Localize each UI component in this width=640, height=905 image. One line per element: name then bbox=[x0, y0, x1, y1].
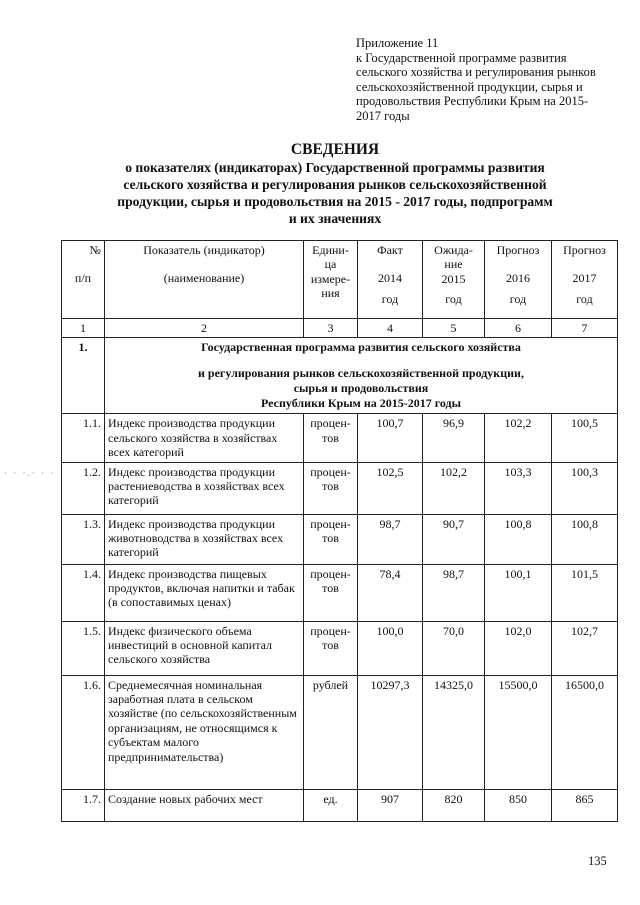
header-indicator-top: Показатель (индикатор) bbox=[143, 243, 265, 257]
table-row bbox=[62, 514, 618, 564]
row-unit: процен-тов bbox=[304, 414, 358, 462]
header-forecast-2016-god: год bbox=[509, 291, 527, 306]
table-row bbox=[62, 414, 618, 462]
header-number-bottom: п/п bbox=[74, 271, 92, 286]
header-forecast-2016-year: 2016 bbox=[506, 271, 530, 286]
column-number: 5 bbox=[423, 319, 485, 338]
row-forecast-2016: 15500,0 bbox=[485, 675, 552, 789]
header-number bbox=[62, 241, 105, 319]
header-row bbox=[62, 241, 618, 319]
header-expected-label: Ожида-ние bbox=[434, 243, 473, 272]
table-row bbox=[62, 564, 618, 621]
header-number-top: № bbox=[89, 243, 101, 257]
appendix-number: Приложение 11 bbox=[356, 36, 439, 50]
section-number: 1. bbox=[62, 338, 105, 414]
column-number: 7 bbox=[552, 319, 618, 338]
header-fact-label: Факт bbox=[377, 243, 403, 257]
table-row bbox=[62, 621, 618, 675]
section-title-line-3: сырья и продовольствия bbox=[293, 381, 429, 396]
header-unit-bottom: измере-ния bbox=[310, 271, 351, 301]
row-forecast-2017: 101,5 bbox=[552, 564, 618, 621]
row-fact: 98,7 bbox=[358, 514, 423, 564]
row-unit: процен-тов bbox=[304, 514, 358, 564]
row-expected: 102,2 bbox=[423, 462, 485, 514]
row-indicator: Среднемесячная номинальная заработная плата в сельском хозяйстве (по сельскохозяйственным организациям, не относящимся к субъектам малого предпринимательства) bbox=[105, 675, 304, 789]
row-fact: 100,7 bbox=[358, 414, 423, 462]
header-expected bbox=[423, 241, 485, 319]
title-line-2: сельского хозяйства и регулирования рынков сельскохозяйственной bbox=[123, 177, 547, 192]
column-number: 2 bbox=[105, 319, 304, 338]
row-number: 1.6. bbox=[62, 675, 105, 789]
header-forecast-2017-god: год bbox=[576, 291, 593, 306]
row-expected: 98,7 bbox=[423, 564, 485, 621]
header-forecast-2017-label: Прогноз bbox=[563, 243, 606, 257]
section-title-line-2: и регулирования рынков сельскохозяйственной продукции, bbox=[198, 366, 524, 381]
row-number: 1.1. bbox=[62, 414, 105, 462]
row-unit: процен-тов bbox=[304, 564, 358, 621]
header-expected-year: 2015 bbox=[441, 271, 466, 286]
row-expected: 14325,0 bbox=[423, 675, 485, 789]
header-fact bbox=[358, 241, 423, 319]
row-number: 1.7. bbox=[62, 789, 105, 821]
header-fact-god: год bbox=[381, 291, 399, 306]
section-title-line-4: Республики Крым на 2015-2017 годы bbox=[261, 396, 461, 411]
row-unit: процен-тов bbox=[304, 462, 358, 514]
row-forecast-2017: 100,5 bbox=[552, 414, 618, 462]
row-forecast-2016: 103,3 bbox=[485, 462, 552, 514]
row-expected: 820 bbox=[423, 789, 485, 821]
appendix-reference: к Государственной программе развития сельского хозяйства и регулирования рынков сельскохозяйственной продукции, сырья и продовольствия Республики Крым на 2015-2017 годы bbox=[356, 50, 596, 123]
row-forecast-2016: 100,8 bbox=[485, 514, 552, 564]
header-unit-top: Едини-ца bbox=[312, 243, 349, 272]
row-indicator: Индекс производства продукции сельского хозяйства в хозяйствах всех категорий bbox=[105, 414, 304, 462]
header-unit bbox=[304, 241, 358, 319]
section-row bbox=[62, 338, 618, 414]
row-fact: 78,4 bbox=[358, 564, 423, 621]
row-forecast-2017: 100,8 bbox=[552, 514, 618, 564]
row-forecast-2017: 100,3 bbox=[552, 462, 618, 514]
page-number: 135 bbox=[588, 854, 607, 868]
row-number: 1.5. bbox=[62, 621, 105, 675]
column-number: 3 bbox=[304, 319, 358, 338]
row-forecast-2017: 16500,0 bbox=[552, 675, 618, 789]
row-indicator: Индекс производства пищевых продуктов, включая напитки и табак (в сопоставимых ценах) bbox=[105, 564, 304, 621]
row-fact: 907 bbox=[358, 789, 423, 821]
document-title bbox=[80, 140, 590, 227]
column-number: 1 bbox=[62, 319, 105, 338]
row-forecast-2016: 102,0 bbox=[485, 621, 552, 675]
header-forecast-2017 bbox=[552, 241, 618, 319]
row-indicator: Создание новых рабочих мест bbox=[105, 789, 304, 821]
row-indicator: Индекс производства продукции животноводства в хозяйствах всех категорий bbox=[105, 514, 304, 564]
row-forecast-2017: 865 bbox=[552, 789, 618, 821]
row-unit: ед. bbox=[304, 789, 358, 821]
indicators-table bbox=[61, 240, 618, 822]
title-line-1: о показателях (индикаторах) Государственной программы развития bbox=[125, 160, 545, 175]
table-row bbox=[62, 675, 618, 789]
title-heading: СВЕДЕНИЯ bbox=[290, 141, 380, 158]
section-title-line-1: Государственная программа развития сельского хозяйства bbox=[201, 340, 521, 355]
row-number: 1.3. bbox=[62, 514, 105, 564]
header-fact-year: 2014 bbox=[378, 271, 402, 286]
row-fact: 10297,3 bbox=[358, 675, 423, 789]
row-number: 1.2. bbox=[62, 462, 105, 514]
section-title bbox=[105, 338, 618, 414]
row-fact: 102,5 bbox=[358, 462, 423, 514]
margin-marks: · · ·.· · · bbox=[4, 468, 56, 478]
row-forecast-2016: 102,2 bbox=[485, 414, 552, 462]
section-spacer bbox=[108, 355, 614, 366]
header-indicator-bottom: (наименование) bbox=[163, 271, 245, 286]
row-unit: рублей bbox=[304, 675, 358, 789]
header-expected-god: год bbox=[445, 292, 462, 307]
row-indicator: Индекс физического объема инвестиций в основной капитал сельского хозяйства bbox=[105, 621, 304, 675]
header-forecast-2016 bbox=[485, 241, 552, 319]
table-row bbox=[62, 462, 618, 514]
header-forecast-2016-label: Прогноз bbox=[496, 243, 540, 257]
row-fact: 100,0 bbox=[358, 621, 423, 675]
column-number-row bbox=[62, 319, 618, 338]
appendix-note bbox=[356, 36, 606, 124]
row-expected: 70,0 bbox=[423, 621, 485, 675]
row-forecast-2017: 102,7 bbox=[552, 621, 618, 675]
row-indicator: Индекс производства продукции растениеводства в хозяйствах всех категорий bbox=[105, 462, 304, 514]
column-number: 4 bbox=[358, 319, 423, 338]
title-line-3: продукции, сырья и продовольствия на 2015 - 2017 годы, подпрограмм bbox=[117, 194, 553, 209]
row-number: 1.4. bbox=[62, 564, 105, 621]
table-row bbox=[62, 789, 618, 821]
row-unit: процен-тов bbox=[304, 621, 358, 675]
row-forecast-2016: 100,1 bbox=[485, 564, 552, 621]
title-line-4: и их значениях bbox=[288, 211, 382, 226]
header-forecast-2017-year: 2017 bbox=[572, 271, 597, 286]
row-expected: 96,9 bbox=[423, 414, 485, 462]
row-forecast-2016: 850 bbox=[485, 789, 552, 821]
row-expected: 90,7 bbox=[423, 514, 485, 564]
header-indicator bbox=[105, 241, 304, 319]
column-number: 6 bbox=[485, 319, 552, 338]
